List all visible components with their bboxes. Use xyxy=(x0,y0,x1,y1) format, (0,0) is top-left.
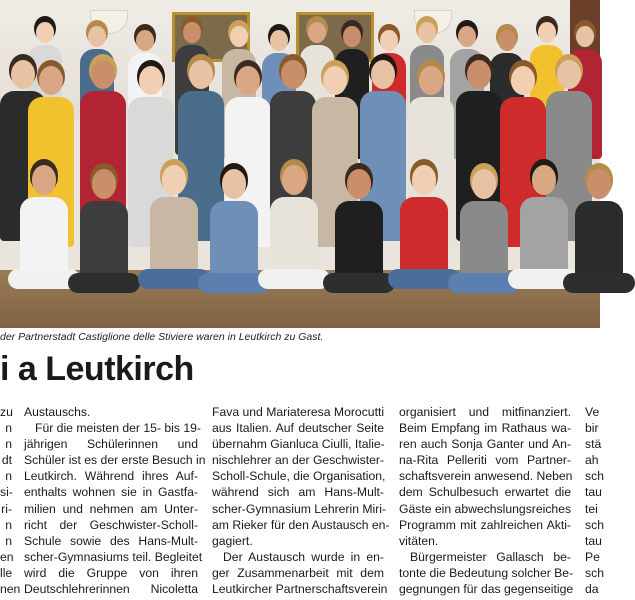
article-line: nen xyxy=(0,582,21,597)
article-column-0 xyxy=(0,404,21,597)
person-legs xyxy=(68,273,140,293)
article-line: n xyxy=(5,437,12,452)
article-column-2 xyxy=(212,404,390,597)
article-line: schaftsverein anwesend. Neben xyxy=(399,469,573,484)
article-line: Schule sowie des Hans-Mult- xyxy=(24,533,198,548)
person-legs xyxy=(323,273,395,293)
article-line: Leutkircher Partnerschaftsverein xyxy=(212,582,388,597)
article-column-1 xyxy=(24,404,206,597)
article-line: zu xyxy=(0,405,13,419)
article-line: tau xyxy=(585,533,602,548)
article-line: ger Zusammenarbeit mit dem xyxy=(212,565,384,580)
article-line: n xyxy=(5,469,12,484)
article-line: Scholl-Schule, die Organisation, xyxy=(212,469,386,484)
article-line: richt der Geschwister-Scholl- xyxy=(24,517,198,532)
article-line: scher-Gymnasium Lehrerin Miri- xyxy=(212,501,387,516)
article-line: Austauschs. xyxy=(24,405,91,419)
article-line: Beim Empfang im Rathaus wa- xyxy=(399,421,571,436)
article-line: Programm mit zahlreichen Akti- xyxy=(399,517,571,532)
article-column-3 xyxy=(399,404,574,597)
article-line: nischlehrer an der Geschwister- xyxy=(212,453,385,468)
article-line: Leutkirch. Während ihres Auf- xyxy=(24,469,198,484)
article-line: ah xyxy=(585,453,599,468)
article-line: Der Austausch wurde in en- xyxy=(223,549,384,564)
article-line: Schüler ist es der erste Besuch in xyxy=(24,453,206,468)
article-line: gagiert. xyxy=(212,533,253,548)
article-line: bir xyxy=(585,421,599,436)
article-line: dt xyxy=(1,453,12,468)
article-line: sch xyxy=(585,517,604,532)
article-line: Für die meisten der 15- bis 19- xyxy=(35,421,201,436)
article-line: gegnungen für das gegenseitige xyxy=(399,582,574,597)
article-line: ren auch Sonja Ganter und An- xyxy=(399,437,571,452)
article-line: organisiert und mitfinanziert. xyxy=(399,405,571,419)
article-line: Gäste ein abwechslungsreiches xyxy=(399,501,572,516)
article-line: sch xyxy=(585,469,604,484)
article-line: milien und nehmen am Unter- xyxy=(24,501,198,516)
article-line: ri- xyxy=(1,501,12,516)
article-line: scher-Gymnasiums teil. Begleitet xyxy=(24,549,203,564)
article-line: stä xyxy=(585,437,602,452)
article-line: Ve xyxy=(585,405,600,419)
article-line: wird die Gruppe von ihren xyxy=(24,565,198,580)
article-line: am Rieker für den Austausch en- xyxy=(212,517,390,532)
article-line: Pe xyxy=(585,549,600,564)
article-line: während sich am Hans-Mult- xyxy=(212,485,384,500)
article-column-4 xyxy=(585,404,604,597)
headline: i a Leutkirch xyxy=(0,350,194,388)
article-line: jährigen Schülerinnen und xyxy=(24,437,198,452)
article-line: enthalts wohnen sie in Gastfa- xyxy=(24,485,198,500)
person-legs xyxy=(563,273,635,293)
article-line: aus Italien. Auf deutscher Seite xyxy=(212,421,384,436)
article-line: Fava und Mariateresa Morocutti xyxy=(212,405,385,419)
photo-caption: der Partnerstadt Castiglione delle Stiviere waren in Leutkirch zu Gast. xyxy=(0,331,324,343)
article-line: dem Schulbesuch erwartet die xyxy=(399,485,571,500)
article-line: tonte die Bedeutung solcher Be- xyxy=(399,565,574,580)
article-line: da xyxy=(585,582,599,597)
article-line: n xyxy=(5,517,12,532)
article-line: n xyxy=(5,533,12,548)
article-line: vitäten. xyxy=(399,533,439,548)
article-line: lle xyxy=(0,565,13,580)
article-line: si- xyxy=(0,485,13,500)
article-line: sch xyxy=(585,565,604,580)
article-line: tei xyxy=(585,501,598,516)
article-line: n xyxy=(5,421,12,436)
person-legs xyxy=(258,269,330,289)
article-line: na-Rita Pelleriti vom Partner- xyxy=(399,453,571,468)
article-line: übernahm Gianluca Ciulli, Italie- xyxy=(212,437,385,452)
article-line: Bürgermeister Gallasch be- xyxy=(410,549,571,564)
article-line: en xyxy=(0,549,14,564)
article-line: Deutschlehrerinnen Nicoletta xyxy=(24,582,198,597)
article-line: tau xyxy=(585,485,602,500)
